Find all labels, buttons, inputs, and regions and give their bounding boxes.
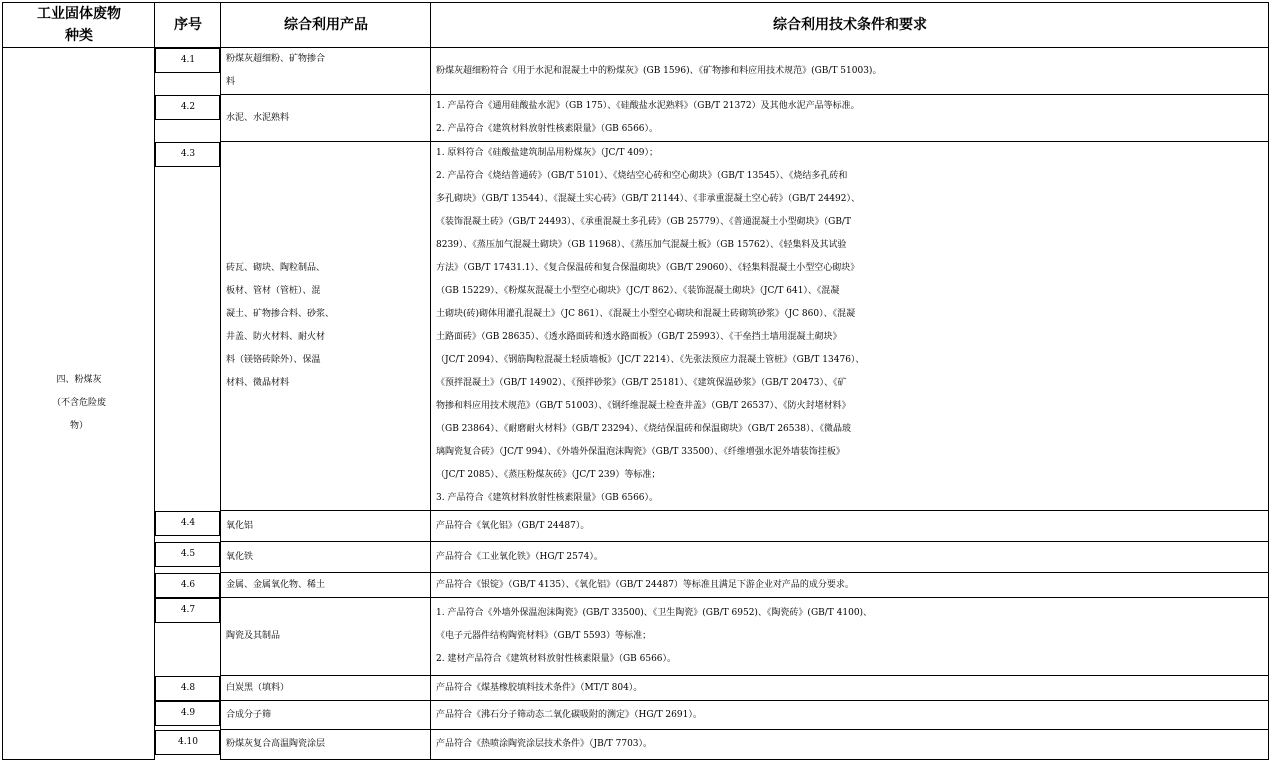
product-line: 白炭黑（填料） [226, 682, 290, 693]
product-line: 板材、管材（管桩）、混 [226, 286, 321, 296]
product-cell [221, 701, 431, 730]
requirements-cell [431, 676, 1269, 701]
requirement-line: （JC/T 2094）、《钢筋陶粒混凝土轻质墙板》（JC/T 2214）、《先张法预应力混凝土管桩》（GB/T 13476）、 [436, 355, 865, 365]
table-body [3, 48, 1269, 760]
table-row [3, 542, 1269, 573]
table-row [3, 573, 1269, 598]
header-product: 综合利用产品 [221, 3, 431, 48]
requirement-line: （GB 23864）、《耐磨耐火材料》（GB/T 23294）、《烧结保温砖和保温砌块》（GB/T 26538）、《微晶玻 [436, 424, 851, 434]
requirement-line: 粉煤灰超细粉符合《用于水泥和混凝土中的粉煤灰》(GB 1596)、《矿物掺和料应用技术规范》(GB/T 51003)。 [436, 65, 882, 76]
product-cell [221, 676, 431, 701]
header-requirements: 综合利用技术条件和要求 [431, 3, 1269, 48]
requirement-line: 《预拌混凝土》（GB/T 14902）、《预拌砂浆》（GB/T 25181）、《建筑保温砂浆》（GB/T 20473）、《矿 [436, 378, 847, 388]
product-line: 粉煤灰超细粉、矿物掺合 [226, 54, 326, 64]
requirements-cell [431, 48, 1269, 95]
header-row [3, 3, 1269, 48]
requirement-line: 2. 建材产品符合《建筑材料放射性核素限量》（GB 6566）。 [436, 654, 677, 664]
requirement-line: 产品符合《工业氧化铁》（HG/T 2574）。 [436, 551, 603, 562]
seq-cell: 4.10 [155, 730, 220, 755]
requirement-line: 产品符合《煤基橡胶填料技术条件》（MT/T 804）。 [436, 682, 643, 693]
requirement-line: 1. 产品符合《通用硅酸盐水泥》（GB 175）、《硅酸盐水泥熟料》（GB/T 21372）及其他水泥产品等标准。 [436, 101, 860, 111]
product-line: 凝土、矿物掺合料、砂浆、 [226, 309, 335, 319]
requirement-line: 方法》（GB/T 17431.1）、《复合保温砖和复合保温砌块》（GB/T 29060）、《轻集料混凝土小型空心砌块》 [436, 263, 860, 273]
seq-cell: 4.1 [155, 48, 220, 73]
product-line: 砖瓦、砌块、陶粒制品、 [226, 263, 326, 273]
requirement-line: （GB 15229）、《粉煤灰混凝土小型空心砌块》（JC/T 862）、《装饰混凝土砌块》（JC/T 641）、《混凝 [436, 286, 840, 296]
product-cell [221, 542, 431, 573]
requirement-line: 3. 产品符合《建筑材料放射性核素限量》（GB 6566）。 [436, 493, 659, 503]
requirement-line: 多孔砌块》（GB/T 13544）、《混凝土实心砖》（GB/T 21144）、《非承重混凝土空心砖》（GB/T 24492）、 [436, 194, 860, 204]
requirement-line: 1. 原料符合《硅酸盐建筑制品用粉煤灰》（JC/T 409）； [436, 148, 659, 158]
table-row [3, 511, 1269, 542]
requirement-line: 《电子元器件结构陶瓷材料》（GB/T 5593）等标准； [436, 631, 652, 641]
table-row [3, 598, 1269, 676]
product-line: 陶瓷及其制品 [226, 631, 281, 641]
requirement-line: 8239）、《蒸压加气混凝土砌块》（GB 11968）、《蒸压加气混凝土板》（GB 15762）、《轻集料及其试验 [436, 240, 847, 250]
product-cell [221, 573, 431, 598]
product-line: 金属、金属氧化物、稀土 [226, 579, 326, 590]
product-line: 料（镁铬砖除外）、保温 [226, 355, 321, 365]
requirements-cell [431, 730, 1269, 760]
seq-cell: 4.8 [155, 676, 220, 701]
seq-cell: 4.7 [155, 598, 220, 623]
seq-cell: 4.3 [155, 142, 220, 167]
header-category [3, 3, 155, 48]
product-cell [221, 95, 431, 142]
requirement-line: 璃陶瓷复合砖》（JC/T 994）、《外墙外保温泡沫陶瓷》（GB/T 33500）、《纤维增强水泥外墙装饰挂板》 [436, 447, 845, 457]
requirements-cell [431, 542, 1269, 573]
product-line: 井盖、防火材料、耐火材 [226, 332, 326, 342]
category-line: 四、粉煤灰 [56, 375, 102, 385]
product-cell [221, 511, 431, 542]
product-line: 氧化铝 [226, 520, 254, 531]
requirements-cell [431, 573, 1269, 598]
category-line: 物） [69, 421, 88, 431]
product-cell [221, 48, 431, 95]
product-cell [221, 142, 431, 511]
seq-cell: 4.9 [155, 701, 220, 726]
requirement-line: 2. 产品符合《烧结普通砖》（GB/T 5101）、《烧结空心砖和空心砌块》（GB/T 13545）、《烧结多孔砖和 [436, 171, 848, 181]
requirement-line: 产品符合《热喷涂陶瓷涂层技术条件》（JB/T 7703）。 [436, 739, 653, 749]
header-category-line: 工业固体废物 [37, 6, 121, 22]
table-row [3, 142, 1269, 511]
product-line: 水泥、水泥熟料 [226, 112, 290, 123]
product-line: 合成分子筛 [226, 709, 272, 720]
requirements-cell [431, 142, 1269, 511]
requirement-line: 1. 产品符合《外墙外保温泡沫陶瓷》(GB/T 33500)、《卫生陶瓷》(GB/T 6952)、《陶瓷砖》(GB/T 4100)、 [436, 608, 873, 618]
product-line: 料 [226, 77, 236, 87]
product-cell [221, 730, 431, 760]
requirement-line: 土砌块(砖)砌体用灌孔混凝土》（JC 861）、《混凝土小型空心砌块和混凝土砖砌筑砂浆》（JC 860）、《混凝 [436, 309, 856, 319]
header-category-line: 种类 [65, 28, 93, 44]
product-line: 粉煤灰复合高温陶瓷涂层 [226, 739, 326, 749]
requirement-line: 《装饰混凝土砖》（GB/T 24493）、《承重混凝土多孔砖》（GB 25779）、《普通混凝土小型砌块》（GB/T [436, 217, 851, 227]
table-row [3, 730, 1269, 760]
product-line: 氧化铁 [226, 551, 254, 562]
seq-cell: 4.2 [155, 95, 220, 120]
product-line: 材料、微晶材料 [226, 378, 290, 388]
requirement-line: 产品符合《氧化铝》（GB/T 24487）。 [436, 520, 590, 531]
header-seq: 序号 [155, 3, 221, 48]
table-row [3, 95, 1269, 142]
requirements-cell [431, 598, 1269, 676]
seq-cell: 4.4 [155, 511, 220, 536]
requirements-cell [431, 95, 1269, 142]
product-cell [221, 598, 431, 676]
requirement-line: 产品符合《银锭》（GB/T 4135）、《氧化铝》（GB/T 24487）等标准且满足下游企业对产品的成分要求。 [436, 579, 854, 590]
requirement-line: 2. 产品符合《建筑材料放射性核素限量》（GB 6566）。 [436, 124, 659, 134]
requirements-cell [431, 701, 1269, 730]
seq-cell: 4.6 [155, 573, 220, 598]
requirement-line: 物掺和料应用技术规范》（GB/T 51003）、《钢纤维混凝土检查井盖》（GB/T 26537）、《防火封堵材料》 [436, 401, 851, 411]
requirement-line: 产品符合《沸石分子筛动态二氧化碳吸附的测定》（HG/T 2691）。 [436, 709, 702, 720]
requirements-cell [431, 511, 1269, 542]
requirement-line: 土路面砖》（GB 28635）、《透水路面砖和透水路面板》（GB/T 25993）、《干垒挡土墙用混凝土砌块》 [436, 332, 842, 342]
seq-cell: 4.5 [155, 542, 220, 567]
standards-table [2, 2, 1269, 760]
requirement-line: （JC/T 2085）、《蒸压粉煤灰砖》（JC/T 239）等标准； [436, 470, 661, 480]
category-cell [3, 48, 155, 760]
table-row [3, 676, 1269, 701]
category-line: （不含危险废 [51, 398, 106, 408]
table-row [3, 701, 1269, 730]
table-row [3, 48, 1269, 95]
